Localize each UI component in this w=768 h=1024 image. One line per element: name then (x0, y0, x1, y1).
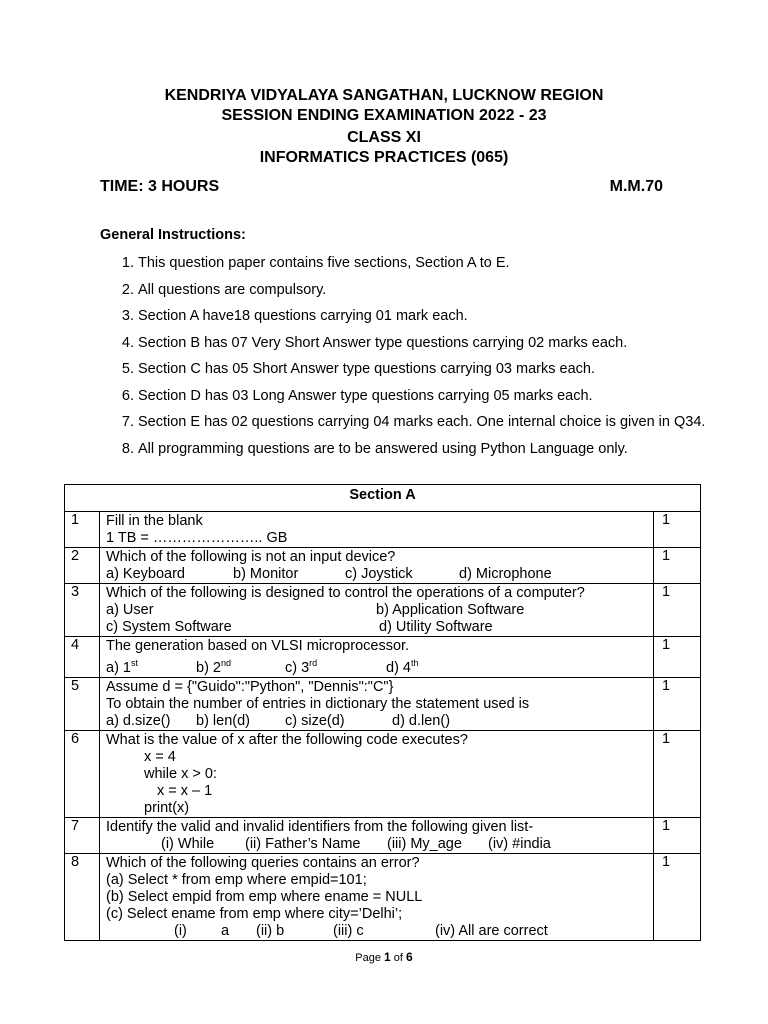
question-row (65, 512, 701, 548)
section-header-row (65, 485, 701, 512)
question-text (100, 817, 654, 853)
question-number: 5 (65, 677, 100, 730)
class-title: CLASS XI (347, 129, 421, 146)
option: d) Utility Software (379, 619, 493, 635)
question-marks: 1 (654, 853, 701, 940)
options-row (106, 602, 647, 619)
instruction-item: 3. Section A have18 questions carrying 01 mark each. (138, 308, 708, 325)
question-line: Which of the following queries contains an error? (106, 854, 420, 871)
question-row (65, 548, 701, 584)
option-text: c) 3 (285, 659, 310, 676)
option-sup: th (411, 658, 419, 668)
questions-table (64, 484, 701, 941)
question-marks: 1 (654, 548, 701, 584)
instruction-item: 1. This question paper contains five sections, Section A to E. (138, 255, 708, 272)
option: (i) While (161, 835, 215, 852)
option: (iv) All are correct (435, 922, 548, 939)
instruction-item: 7. Section E has 02 questions carrying 04 marks each. One internal choice is given in Q34. (138, 414, 708, 431)
option (386, 655, 419, 677)
option-text: d) 4 (386, 659, 411, 676)
code-line: x = 4 (144, 748, 176, 765)
section-title: Section A (65, 485, 701, 512)
option: (iv) #india (488, 835, 551, 852)
option-text: b) 2 (196, 659, 221, 676)
exam-title: SESSION ENDING EXAMINATION 2022 - 23 (221, 107, 547, 124)
option: b) Application Software (376, 602, 525, 618)
question-row (65, 853, 701, 940)
options-row (106, 836, 647, 853)
page-word: Page (355, 952, 381, 964)
question-line: (a) Select * from emp where empid=101; (106, 871, 367, 888)
question-row (65, 584, 701, 637)
option-text: a) 1 (106, 659, 131, 676)
instruction-item: 4. Section B has 07 Very Short Answer type questions carrying 02 marks each. (138, 335, 708, 352)
option: c) size(d) (285, 712, 345, 729)
option: b) Monitor (233, 566, 299, 582)
question-number: 8 (65, 853, 100, 940)
question-marks: 1 (654, 677, 701, 730)
options-row (106, 713, 647, 730)
question-marks: 1 (654, 817, 701, 853)
question-row (65, 677, 701, 730)
of-word: of (393, 952, 403, 964)
question-line: Fill in the blank (106, 513, 203, 529)
question-number: 7 (65, 817, 100, 853)
max-marks-label: M.M.70 (609, 178, 663, 195)
question-number: 1 (65, 512, 100, 548)
option-sup: rd (309, 658, 318, 668)
question-line: To obtain the number of entries in dictionary the statement used is (106, 695, 530, 712)
option: a) Keyboard (106, 566, 185, 582)
option: d) Microphone (459, 566, 552, 582)
options-row (106, 619, 647, 636)
time-label: TIME: 3 HOURS (100, 178, 220, 195)
question-line: (c) Select ename from emp where city=’Delhi’; (106, 905, 403, 922)
option: b) len(d) (196, 712, 250, 729)
region-title: KENDRIYA VIDYALAYA SANGATHAN, LUCKNOW REGION (164, 87, 604, 104)
question-line: (b) Select empid from emp where ename = NULL (106, 888, 423, 905)
option: a) User (106, 602, 154, 618)
option: a) d.size() (106, 712, 171, 729)
options-row (106, 655, 647, 677)
question-text (100, 677, 654, 730)
option: (ii) b (256, 922, 285, 939)
question-text (100, 853, 654, 940)
question-number: 6 (65, 730, 100, 817)
question-line: Identify the valid and invalid identifiers from the following given list- (106, 818, 534, 835)
option: d) d.len() (392, 712, 451, 729)
question-text (100, 512, 654, 548)
options-row (106, 566, 647, 583)
option: c) System Software (106, 619, 232, 635)
instruction-item: 8. All programming questions are to be answered using Python Language only. (138, 441, 708, 458)
option: c) Joystick (345, 566, 413, 582)
option: (iii) c (333, 922, 364, 939)
page-footer (0, 950, 768, 964)
question-row (65, 637, 701, 678)
question-line: Which of the following is designed to control the operations of a computer? (106, 585, 585, 601)
option (106, 655, 196, 677)
question-row (65, 730, 701, 817)
question-text (100, 730, 654, 817)
page-number: 1 (384, 950, 391, 964)
code-line: x = x – 1 (157, 782, 213, 799)
question-text (100, 637, 654, 678)
option-sup: nd (221, 658, 232, 668)
question-marks: 1 (654, 584, 701, 637)
option: a (221, 922, 230, 939)
question-line: The generation based on VLSI microprocessor. (106, 638, 410, 654)
question-number: 3 (65, 584, 100, 637)
question-text (100, 548, 654, 584)
page-total: 6 (406, 950, 413, 964)
question-number: 4 (65, 637, 100, 678)
question-row (65, 817, 701, 853)
instruction-item: 6. Section D has 03 Long Answer type questions carrying 05 marks each. (138, 388, 708, 405)
code-line: while x > 0: (144, 765, 217, 782)
subject-title: INFORMATICS PRACTICES (065) (259, 149, 509, 166)
instructions-title: General Instructions: (100, 227, 246, 243)
option: (i) (174, 922, 187, 939)
question-marks: 1 (654, 730, 701, 817)
question-number: 2 (65, 548, 100, 584)
code-line: print(x) (144, 799, 190, 816)
instruction-item: 2. All questions are compulsory. (138, 282, 708, 299)
option (285, 655, 386, 677)
question-line: Assume d = {"Guido":"Python", "Dennis":"C"} (106, 678, 394, 695)
question-text (100, 584, 654, 637)
option: (ii) Father’s Name (245, 835, 361, 852)
instructions-list (100, 255, 708, 467)
option-sup: st (131, 658, 139, 668)
question-marks: 1 (654, 512, 701, 548)
question-line: What is the value of x after the following code executes? (106, 731, 468, 748)
question-line: 1 TB = ………………….. GB (106, 530, 288, 546)
options-row (106, 923, 647, 940)
option (196, 655, 285, 677)
instruction-item: 5. Section C has 05 Short Answer type questions carrying 03 marks each. (138, 361, 708, 378)
question-marks: 1 (654, 637, 701, 678)
question-line: Which of the following is not an input device? (106, 549, 396, 565)
option: (iii) My_age (387, 835, 462, 852)
